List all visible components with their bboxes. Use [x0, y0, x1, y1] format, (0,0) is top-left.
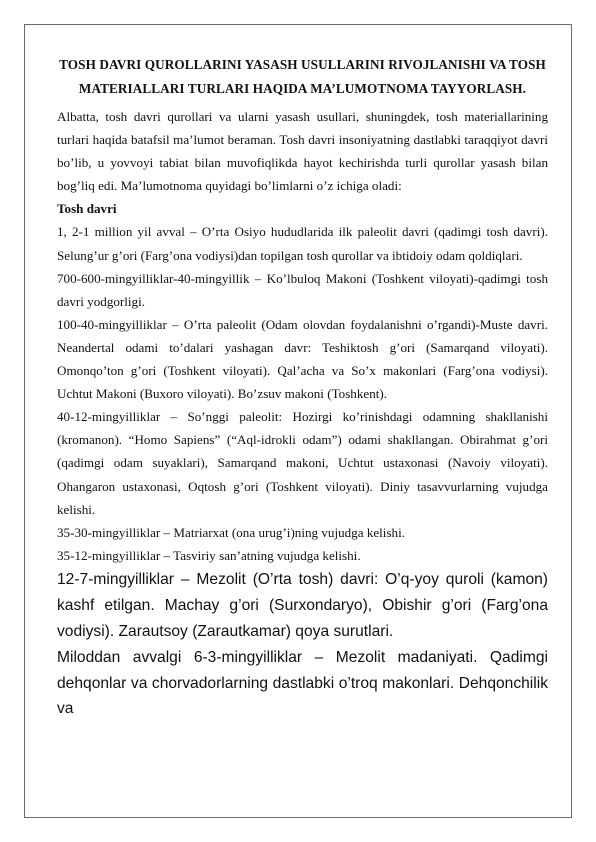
- timeline-entry-kolbuloq: 700-600-mingyilliklar-40-mingyillik – Ko’lbuloq Makoni (Toshkent viloyati)-qadimgi tosh davri yodgorligi.: [57, 270, 548, 309]
- timeline-entry-visual-art: 35-12-mingyilliklar – Tasviriy san’atning vujudga kelishi.: [57, 547, 361, 563]
- section-heading-tosh-davri: Tosh davri: [57, 201, 117, 217]
- timeline-entry-late-paleolithic: 40-12-mingyilliklar – So’nggi paleolit: Hozirgi ko’rinishdagi odamning shakllanishi (kromanon). “Homo Sapiens” (“Aql-idrokli odam”) odami shakllangan. Obirahmat g’ori (qadimgi odam suyaklari), Samarqand makoni, Uchtut ustaxonasi (Navoiy viloyati). Ohangaron ustaxonasi, Oqtosh g’ori (Toshkent viloyati). Diniy tasavvurlarning vujudga kelishi.: [57, 409, 548, 517]
- timeline-entry-mesolithic: 12-7-mingyilliklar – Mezolit (O’rta tosh) davri: O’q-yoy quroli (kamon) kashf etilgan. Machay g’ori (Surxondaryo), Obishir g’ori (Farg’ona vodiysi). Zarautsoy (Zarautkamar) qoya surutlari.: [57, 570, 548, 640]
- timeline-entry-early-paleolithic: 1, 2-1 million yil avval – O’rta Osiyo hududlarida ilk paleolit davri (qadimgi tosh davri). Selung’ur g’ori (Farg’ona vodiysi)dan topilgan tosh qurollar va ibtidoiy odam qoldiqlari.: [57, 224, 548, 263]
- document-title: TOSH DAVRI QUROLLARINI YASASH USULLARINI RIVOJLANISHI VA TOSH MATERIALLARI TURLARI HAQIDA MA’LUMOTNOMA TAYYORLASH.: [59, 57, 546, 96]
- timeline-entry-mesolithic-culture: Miloddan avvalgi 6-3-mingyilliklar – Mezolit madaniyati. Qadimgi dehqonlar va chorvadorlarning dastlabki o’troq makonlari. Dehqonchilik va: [57, 648, 548, 718]
- intro-paragraph: Albatta, tosh davri qurollari va ularni yasash usullari, shuningdek, tosh materiallarining turlari haqida batafsil ma’lumot beraman. Tosh davri insoniyatning dastlabki taraqqiyot davri bo’lib, u yovvoyi tabiat bilan muvofiqlikda hayot kechirishda turli qurollar yasash bilan bog’liq edi. Ma’lumotnoma quyidagi bo’limlarni o’z ichiga oladi:: [57, 109, 548, 194]
- document-body: [57, 53, 548, 722]
- timeline-entry-middle-paleolithic: 100-40-mingyilliklar – O’rta paleolit (Odam olovdan foydalanishni o’rgandi)-Muste davri. Neandertal odami to’dalari yashagan davr: Teshiktosh g’ori (Samarqand viloyati). Omonqo’ton g’ori (Toshkent viloyati). Qal’acha va So’x makonlari (Farg’ona vodiysi). Uchtut Makoni (Buxoro viloyati). Bo’zsuv makoni (Toshkent).: [57, 316, 548, 402]
- timeline-entry-matriarchy: 35-30-mingyilliklar – Matriarxat (ona urug’i)ning vujudga kelishi.: [57, 524, 406, 540]
